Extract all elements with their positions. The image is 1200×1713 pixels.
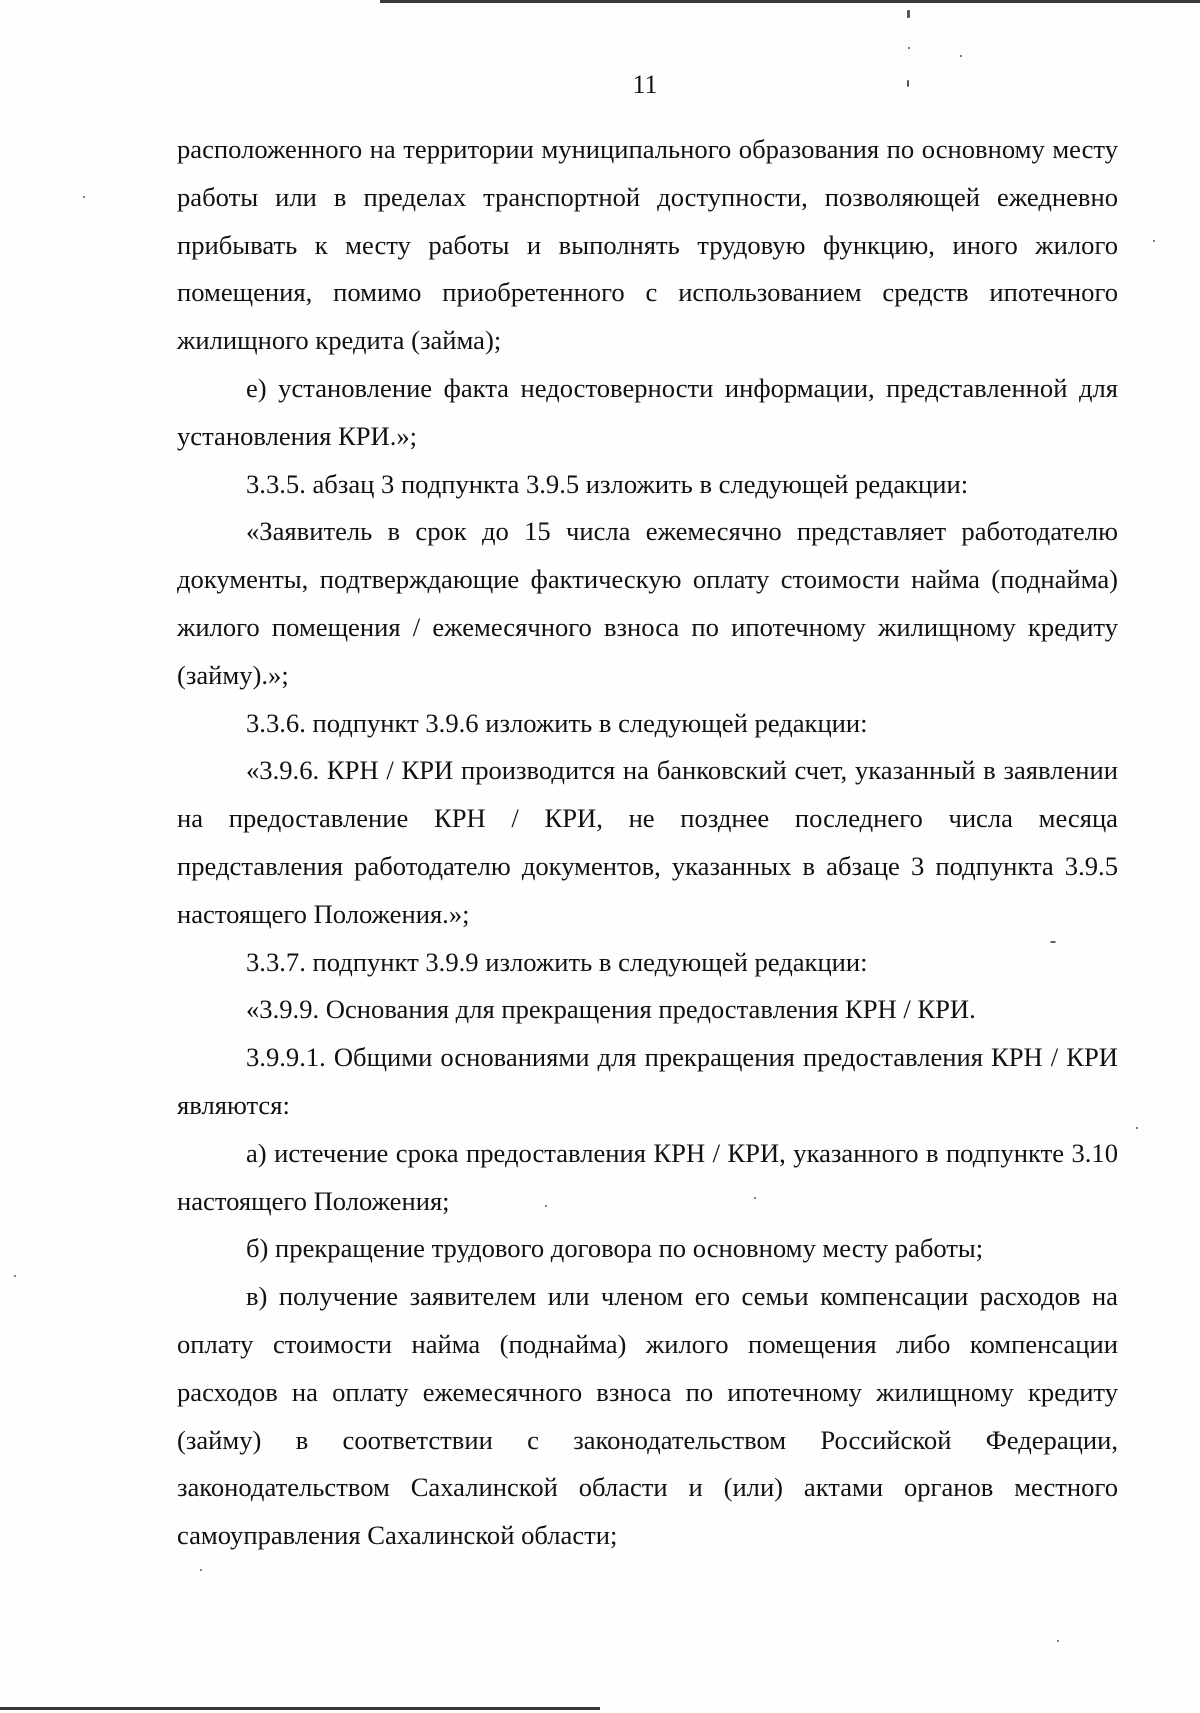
paragraph-item-a: а) истечение срока предоставления КРН / КРИ, указанного в подпункте 3.10 настоящего Положения;: [177, 1137, 1118, 1216]
scan-speck: [14, 1275, 16, 1277]
scan-speck: [1050, 941, 1056, 943]
paragraph-clause-3-3-6: 3.3.6. подпункт 3.9.6 изложить в следующей редакции:: [246, 707, 868, 738]
scan-speck: [1057, 1640, 1059, 1642]
scan-speck: [545, 1205, 547, 1207]
paragraph-quote-applicant: «Заявитель в срок до 15 числа ежемесячно представляет работодателю документы, подтверждающие фактическую оплату стоимости найма (поднайма) жилого помещения / ежемесячного взноса по ипотечному жилищному кредиту (займу).»;: [177, 516, 1118, 690]
scan-edge-top: [380, 0, 1200, 3]
paragraph-clause-3-3-5: 3.3.5. абзац 3 подпункта 3.9.5 изложить в следующей редакции:: [246, 468, 969, 499]
scan-speck: [907, 10, 910, 18]
paragraph-item-e: е) установление факта недостоверности информации, представленной для установления КРИ.»;: [177, 372, 1118, 451]
paragraph-item-v: в) получение заявителем или членом его семьи компенсации расходов на оплату стоимости найма (поднайма) жилого помещения либо компенсации расходов на оплату ежемесячного взноса по ипотечному жилищному кредиту (займу) в соответствии с законодательством Российской Федерации, законодательством Сахалинской области и (или) актами органов местного самоуправления Сахалинской области;: [177, 1281, 1118, 1551]
scan-speck: [907, 80, 909, 87]
paragraph-clause-3-3-7: 3.3.7. подпункт 3.9.9 изложить в следующей редакции:: [246, 946, 868, 977]
scan-speck: [83, 196, 85, 198]
paragraph-quote-3-9-6: «3.9.6. КРН / КРИ производится на банковский счет, указанный в заявлении на предоставление КРН / КРИ, не позднее последнего числа месяца представления работодателю документов, указанных в абзаце 3 подпункта 3.9.5 настоящего Положения.»;: [177, 755, 1118, 929]
scan-edge-bottom: [0, 1707, 600, 1710]
scan-speck: [1136, 1127, 1138, 1129]
scan-speck: [1153, 240, 1155, 242]
document-body: [177, 126, 1118, 1560]
paragraph-item-b: б) прекращение трудового договора по основному месту работы;: [246, 1233, 984, 1264]
page-number: 11: [632, 70, 658, 99]
scan-speck: [960, 55, 962, 57]
scan-speck: [754, 1197, 756, 1199]
paragraph-continuation: расположенного на территории муниципального образования по основному месту работы или в пределах транспортной доступности, позволяющей ежедневно прибывать к месту работы и выполнять трудовую функцию, иного жилого помещения, помимо приобретенного с использованием средств ипотечного жилищного кредита (займа);: [177, 134, 1118, 356]
paragraph-quote-3-9-9: «3.9.9. Основания для прекращения предоставления КРН / КРИ.: [246, 994, 976, 1025]
scan-speck: [200, 1569, 202, 1571]
paragraph-3-9-9-1: 3.9.9.1. Общими основаниями для прекращения предоставления КРН / КРИ являются:: [177, 1042, 1118, 1120]
scan-speck: [908, 47, 910, 49]
